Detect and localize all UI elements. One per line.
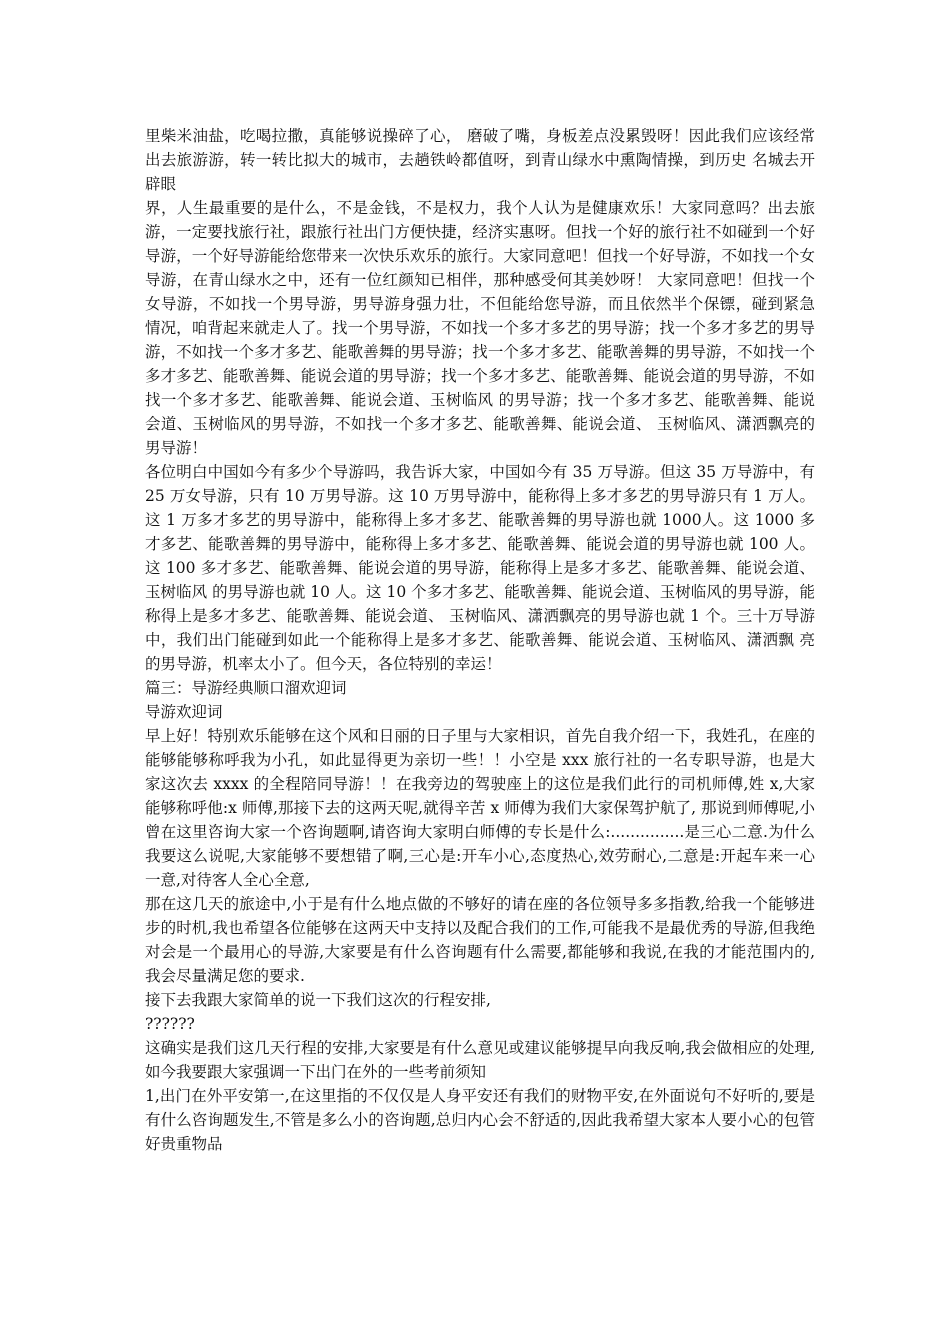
section-heading: 篇三：导游经典顺口溜欢迎词 <box>145 679 347 697</box>
document-body <box>145 124 815 1156</box>
paragraph-welcome-request: 那在这几天的旅途中,小于是有什么地点做的不够好的请在座的各位领导多多指教,给我一个能够进步的时机,我也希望各位能够在这两天中支持以及配合我们的工作,可能我不是最优秀的导游,但我绝对会是一个最用心的导游,大家要是有什么咨询题有什么需要,都能够和我说,在我的才能范围内的,我会尽量满足您的要求. <box>145 895 815 985</box>
paragraph-itinerary-placeholder: ?????? <box>145 1015 195 1033</box>
paragraph-guide-statistics: 各位明白中国如今有多少个导游吗，我告诉大家，中国如今有 35 万导游。但这 35 万导游中，有 25 万女导游，只有 10 万男导游。这 10 万男导游中，能称得上多才多艺的男导游只有 1 万人。这 1 万多才多艺的男导游中，能称得上多才多艺、能歌善舞的男导游也就 1000人。这 1000 多才多艺、能歌善舞的男导游中，能称得上多才多艺、能歌善舞、能说会道的男导游也就 100 人。这 100 多才多艺、能歌善舞、能说会道的男导游，能称得上是多才多艺、能歌善舞、能说会道、玉树临风 的男导游也就 10 人。这 10 个多才多艺、能歌善舞、能说会道、玉树临风的男导游，能称得上是多才多艺、能歌善舞、能说会道、 玉树临风、潇洒飘亮的男导游也就 1 个。三十万导游中，我们出门能碰到如此一个能称得上是多才多艺、能歌善舞、能说会道、玉树临风、潇洒飘 亮的男导游，机率太小了。但今天，各位特别的幸运！ <box>145 463 815 673</box>
welcome-title: 导游欢迎词 <box>145 703 223 721</box>
paragraph-intro-continued: 里柴米油盐，吃喝拉撒，真能够说操碎了心， 磨破了嘴，身板差点没累毁呀！因此我们应该经常出去旅游游，转一转比拟大的城市，去趟铁岭都值呀，到青山绿水中熏陶情操，到历史 名城去开辟眼 <box>145 127 815 193</box>
paragraph-welcome-greeting: 早上好！特别欢乐能够在这个风和日丽的日子里与大家相识，首先自我介绍一下，我姓孔，在座的能够能够称呼我为小孔，如此显得更为亲切一些！！小空是 xxx 旅行社的一名专职导游，也是大家这次去 xxxx 的全程陪同导游！！在我旁边的驾驶座上的这位是我们此行的司机师傅,姓 x,大家能够称呼他:x 师傅,那接下去的这两天呢,就得辛苦 x 师傅为我们大家保驾护航了, 那说到师傅呢,小曾在这里咨询大家一个咨询题啊,请咨询大家明白师傅的专长是什么:...............是三心二意.为什么我要这么说呢,大家能够不要想错了啊,三心是:开车小心,态度热心,效劳耐心,二意是:开起车来一心一意,对待客人全心全意, <box>145 727 815 889</box>
paragraph-itinerary-intro: 接下去我跟大家简单的说一下我们这次的行程安排, <box>145 991 491 1009</box>
paragraph-safety-first: 1,出门在外平安第一,在这里指的不仅仅是人身平安还有我们的财物平安,在外面说句不好听的,要是有什么咨询题发生,不管是多么小的咨询题,总归内心会不舒适的,因此我希望大家本人要小心的包管好贵重物品 <box>145 1087 815 1153</box>
paragraph-guide-choice: 界，人生最重要的是什么，不是金钱，不是权力，我个人认为是健康欢乐！大家同意吗？出去旅游，一定要找旅行社，跟旅行社出门方便快捷，经济实惠呀。但找一个好的旅行社不如碰到一个好导游，一个好导游能给您带来一次快乐欢乐的旅行。大家同意吧！但找一个好导游，不如找一个女导游，在青山绿水之中，还有一位红颜知已相伴，那种感受何其美妙呀！ 大家同意吧！但找一个女导游，不如找一个男导游，男导游身强力壮，不但能给您导游，而且依然半个保镖，碰到紧急 情况，咱背起来就走人了。找一个男导游，不如找一个多才多艺的男导游；找一个多才多艺的男导游，不如找一个多才多艺、能歌善舞的男导游；找一个多才多艺、能歌善舞的男导游，不如找一个多才多艺、能歌善舞、能说会道的男导游；找一个多才多艺、能歌善舞、能说会道的男导游，不如找一个多才多艺、能歌善舞、能说会道、玉树临风 的男导游；找一个多才多艺、能歌善舞、能说会道、玉树临风的男导游，不如找一个多才多艺、能歌善舞、能说会道、 玉树临风、潇洒飘亮的男导游！ <box>145 199 815 457</box>
paragraph-itinerary-notes: 这确实是我们这几天行程的安排,大家要是有什么意见或建议能够提早向我反响,我会做相应的处理, 如今我要跟大家强调一下出门在外的一些考前须知 <box>145 1039 815 1081</box>
